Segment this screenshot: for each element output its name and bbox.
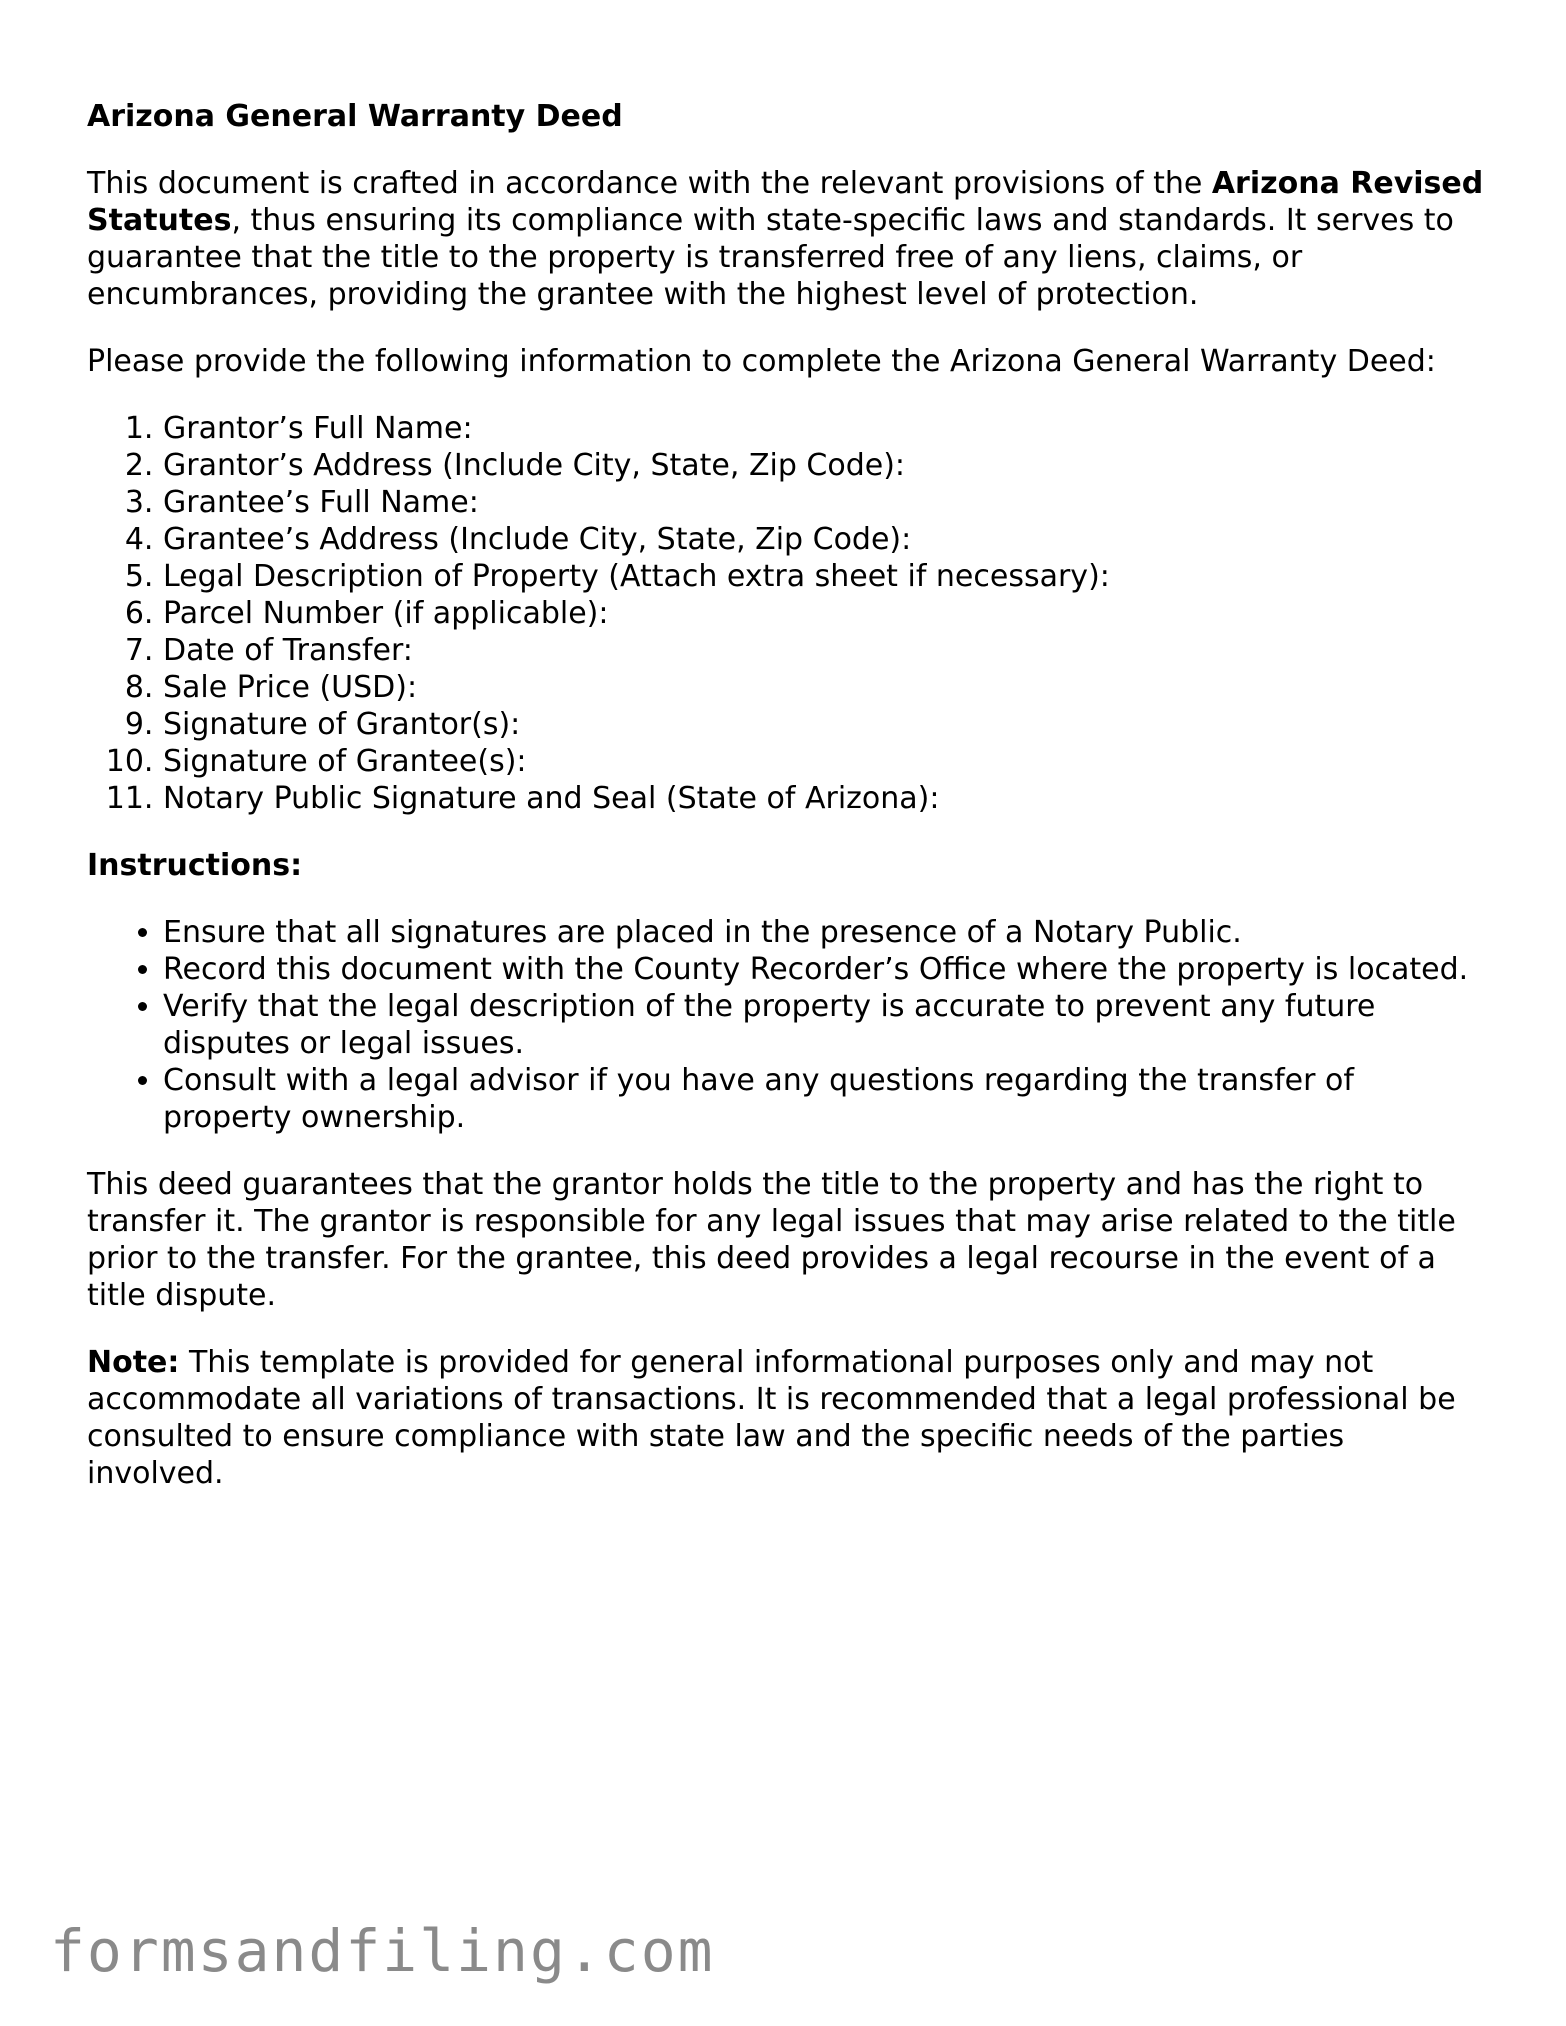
instructions-list xyxy=(87,914,1487,1136)
field-item: 7. Date of Transfer: xyxy=(163,632,1487,669)
instructions-heading: Instructions: xyxy=(87,848,303,883)
intro-paragraph xyxy=(87,165,1487,313)
field-item: 6. Parcel Number (if applicable): xyxy=(163,595,1487,632)
site-watermark: formsandfiling.com xyxy=(50,1917,715,1985)
note-label: Note: xyxy=(87,1345,180,1380)
field-item: 2. Grantor’s Address (Include City, State, Zip Code): xyxy=(163,447,1487,484)
field-item: 4. Grantee’s Address (Include City, State, Zip Code): xyxy=(163,521,1487,558)
instruction-item: • Verify that the legal description of the property is accurate to prevent any future disputes or legal issues. xyxy=(163,988,1487,1062)
field-item: 11. Notary Public Signature and Seal (State of Arizona): xyxy=(163,780,1487,817)
instruction-item: • Ensure that all signatures are placed in the presence of a Notary Public. xyxy=(163,914,1487,951)
document-page xyxy=(87,98,1487,1522)
field-item: 5. Legal Description of Property (Attach extra sheet if necessary): xyxy=(163,558,1487,595)
instruction-item: • Consult with a legal advisor if you have any questions regarding the transfer of property ownership. xyxy=(163,1062,1487,1136)
field-item: 8. Sale Price (USD): xyxy=(163,669,1487,706)
field-item: 9. Signature of Grantor(s): xyxy=(163,706,1487,743)
intro-prefix: This document is crafted in accordance with the relevant provisions of the xyxy=(87,166,1212,201)
note-paragraph xyxy=(87,1344,1487,1492)
prompt-paragraph: Please provide the following information to complete the Arizona General Warranty Deed: xyxy=(87,344,1436,379)
instruction-item: • Record this document with the County Recorder’s Office where the property is located. xyxy=(163,951,1487,988)
document-title: Arizona General Warranty Deed xyxy=(87,99,623,134)
field-item: 10. Signature of Grantee(s): xyxy=(163,743,1487,780)
note-text: This template is provided for general informational purposes only and may not accommodate all variations of transactions. It is recommended that a legal professional be consulted to ensure compliance with state law and the specific needs of the parties involved. xyxy=(87,1345,1456,1491)
intro-suffix: , thus ensuring its compliance with state-specific laws and standards. It serves to guarantee that the title to the property is transferred free of any liens, claims, or encumbrances, providing the grantee with the highest level of protection. xyxy=(87,203,1454,312)
guarantee-paragraph: This deed guarantees that the grantor holds the title to the property and has the right to transfer it. The grantor is responsible for any legal issues that may arise related to the title prior to the transfer. For the grantee, this deed provides a legal recourse in the event of a title dispute. xyxy=(87,1167,1456,1313)
fields-list xyxy=(87,410,1487,817)
field-item: 1. Grantor’s Full Name: xyxy=(163,410,1487,447)
field-item: 3. Grantee’s Full Name: xyxy=(163,484,1487,521)
intro-statutes-bold: Arizona Revised Statutes xyxy=(87,166,1484,238)
